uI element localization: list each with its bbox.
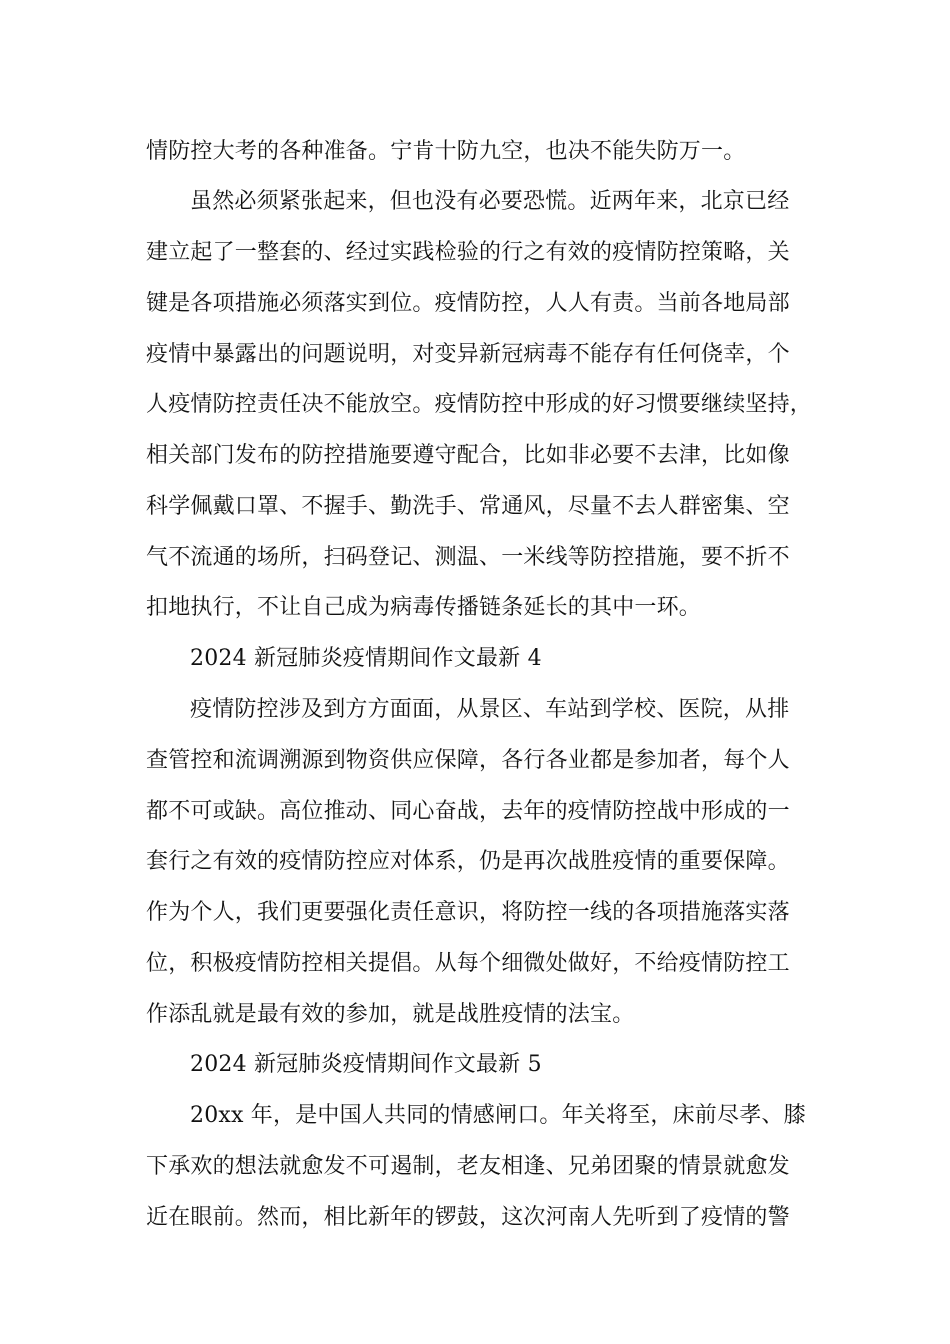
text-line: 科学佩戴口罩、不握手、勤洗手、常通风，尽量不去人群密集、空 xyxy=(146,494,790,519)
section-heading: 2024 新冠肺炎疫情期间作文最新 5 xyxy=(190,1052,542,1077)
section-heading: 2024 新冠肺炎疫情期间作文最新 4 xyxy=(190,646,542,671)
text-line: 相关部门发布的防控措施要遵守配合，比如非必要不去津，比如像 xyxy=(146,443,790,468)
text-line: 情防控大考的各种准备。宁肯十防九空，也决不能失防万一。 xyxy=(146,139,746,164)
text-line: 查管控和流调溯源到物资供应保障，各行各业都是参加者，每个人 xyxy=(146,748,790,773)
text-line: 建立起了一整套的、经过实践检验的行之有效的疫情防控策略，关 xyxy=(146,240,790,265)
text-line: 键是各项措施必须落实到位。疫情防控，人人有责。当前各地局部 xyxy=(146,291,790,316)
text-line: 作添乱就是最有效的参加，就是战胜疫情的法宝。 xyxy=(146,1002,635,1027)
paragraph-first-line: 虽然必须紧张起来，但也没有必要恐慌。近两年来，北京已经 xyxy=(190,189,790,214)
text-line: 都不可或缺。高位推动、同心奋战，去年的疫情防控战中形成的一 xyxy=(146,799,790,824)
text-line: 位，积极疫情防控相关提倡。从每个细微处做好，不给疫情防控工 xyxy=(146,951,790,976)
text-line: 套行之有效的疫情防控应对体系，仍是再次战胜疫情的重要保障。 xyxy=(146,849,790,874)
text-line: 扣地执行，不让自己成为病毒传播链条延长的其中一环。 xyxy=(146,595,702,620)
paragraph-first-line: 疫情防控涉及到方方面面，从景区、车站到学校、医院，从排 xyxy=(190,697,790,722)
text-line: 下承欢的想法就愈发不可遏制，老友相逢、兄弟团聚的情景就愈发 xyxy=(146,1154,790,1179)
text-line: 近在眼前。然而，相比新年的锣鼓，这次河南人先听到了疫情的警 xyxy=(146,1205,790,1230)
text-line: 疫情中暴露出的问题说明，对变异新冠病毒不能存有任何侥幸，个 xyxy=(146,342,790,367)
text-line: 人疫情防控责任决不能放空。疫情防控中形成的好习惯要继续坚持， xyxy=(146,392,813,417)
paragraph-first-line: 20xx 年，是中国人共同的情感闸口。年关将至，床前尽孝、膝 xyxy=(190,1103,806,1128)
text-line: 作为个人，我们更要强化责任意识，将防控一线的各项措施落实落 xyxy=(146,900,790,925)
text-line: 气不流通的场所，扫码登记、测温、一米线等防控措施，要不折不 xyxy=(146,545,790,570)
